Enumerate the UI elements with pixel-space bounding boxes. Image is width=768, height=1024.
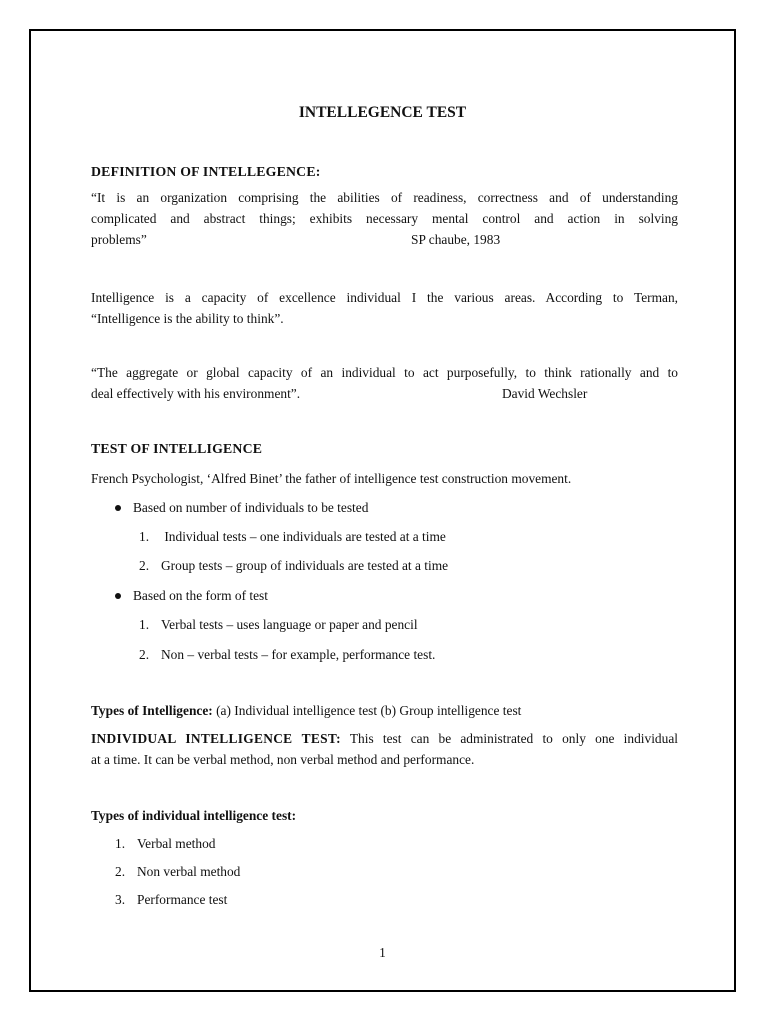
definition-quote-line3: problems” xyxy=(91,232,147,247)
definition-quote-line2: complicated and abstract things; exhibits necessary mental control and action in solving xyxy=(91,211,678,226)
list-text: Individual tests – one individuals are tested at a time xyxy=(161,529,446,544)
list-text: Verbal tests – uses language or paper and pencil xyxy=(161,617,418,632)
list-number: 2. xyxy=(139,647,150,662)
list-number: 1. xyxy=(115,836,126,851)
terman-line2: “Intelligence is the ability to think”. xyxy=(91,311,284,326)
terman-line1: Intelligence is a capacity of excellence individual I the various areas. According to Terman, xyxy=(91,290,678,305)
list-item xyxy=(139,645,435,666)
bullet-text: Based on number of individuals to be tested xyxy=(133,500,369,515)
bullet-item xyxy=(115,586,268,607)
definition-heading: DEFINITION OF INTELLEGENCE: xyxy=(91,164,321,179)
test-heading: TEST OF INTELLIGENCE xyxy=(91,441,263,456)
individual-line2: at a time. It can be verbal method, non verbal method and performance. xyxy=(91,752,475,767)
bullet-text: Based on the form of test xyxy=(133,588,268,603)
list-item xyxy=(139,527,446,548)
list-item xyxy=(139,556,448,577)
definition-attribution: SP chaube, 1983 xyxy=(411,232,501,247)
bullet-item xyxy=(115,498,368,519)
individual-line1 xyxy=(91,729,678,750)
definition-quote-line1: “It is an organization comprising the abilities of readiness, correctness and of understanding xyxy=(91,190,678,205)
list-item xyxy=(115,890,227,911)
bullet-icon xyxy=(115,593,121,599)
binet-text: French Psychologist, ‘Alfred Binet’ the father of intelligence test construction movement. xyxy=(91,471,572,486)
types-label: Types of Intelligence: xyxy=(91,703,213,718)
bullet-icon xyxy=(115,505,121,511)
list-number: 1. xyxy=(139,617,150,632)
list-text: Non – verbal tests – for example, performance test. xyxy=(161,647,436,662)
list-item xyxy=(115,834,215,855)
list-item xyxy=(115,862,240,883)
list-text: Performance test xyxy=(137,892,228,907)
list-number: 2. xyxy=(115,864,126,879)
document-title: INTELLEGENCE TEST xyxy=(298,104,467,121)
list-text: Group tests – group of individuals are tested at a time xyxy=(161,558,449,573)
types-individual-heading: Types of individual intelligence test: xyxy=(91,808,297,823)
wechsler-line1: “The aggregate or global capacity of an individual to act purposefully, to think rationally and to xyxy=(91,365,678,380)
wechsler-attribution: David Wechsler xyxy=(502,386,588,401)
list-text: Verbal method xyxy=(137,836,216,851)
types-text: (a) Individual intelligence test (b) Group intelligence test xyxy=(212,703,522,718)
list-text: Non verbal method xyxy=(137,864,241,879)
list-number: 2. xyxy=(139,558,150,573)
list-number: 3. xyxy=(115,892,126,907)
types-of-intelligence xyxy=(91,701,521,722)
list-number: 1. xyxy=(139,529,150,544)
wechsler-line2: deal effectively with his environment”. xyxy=(91,386,301,401)
document-page xyxy=(29,29,736,992)
page-number: 1 xyxy=(379,945,386,960)
list-item xyxy=(139,615,418,636)
individual-text1: This test can be administrated to only one individual xyxy=(340,731,678,746)
individual-label: INDIVIDUAL INTELLIGENCE TEST: xyxy=(91,731,341,746)
